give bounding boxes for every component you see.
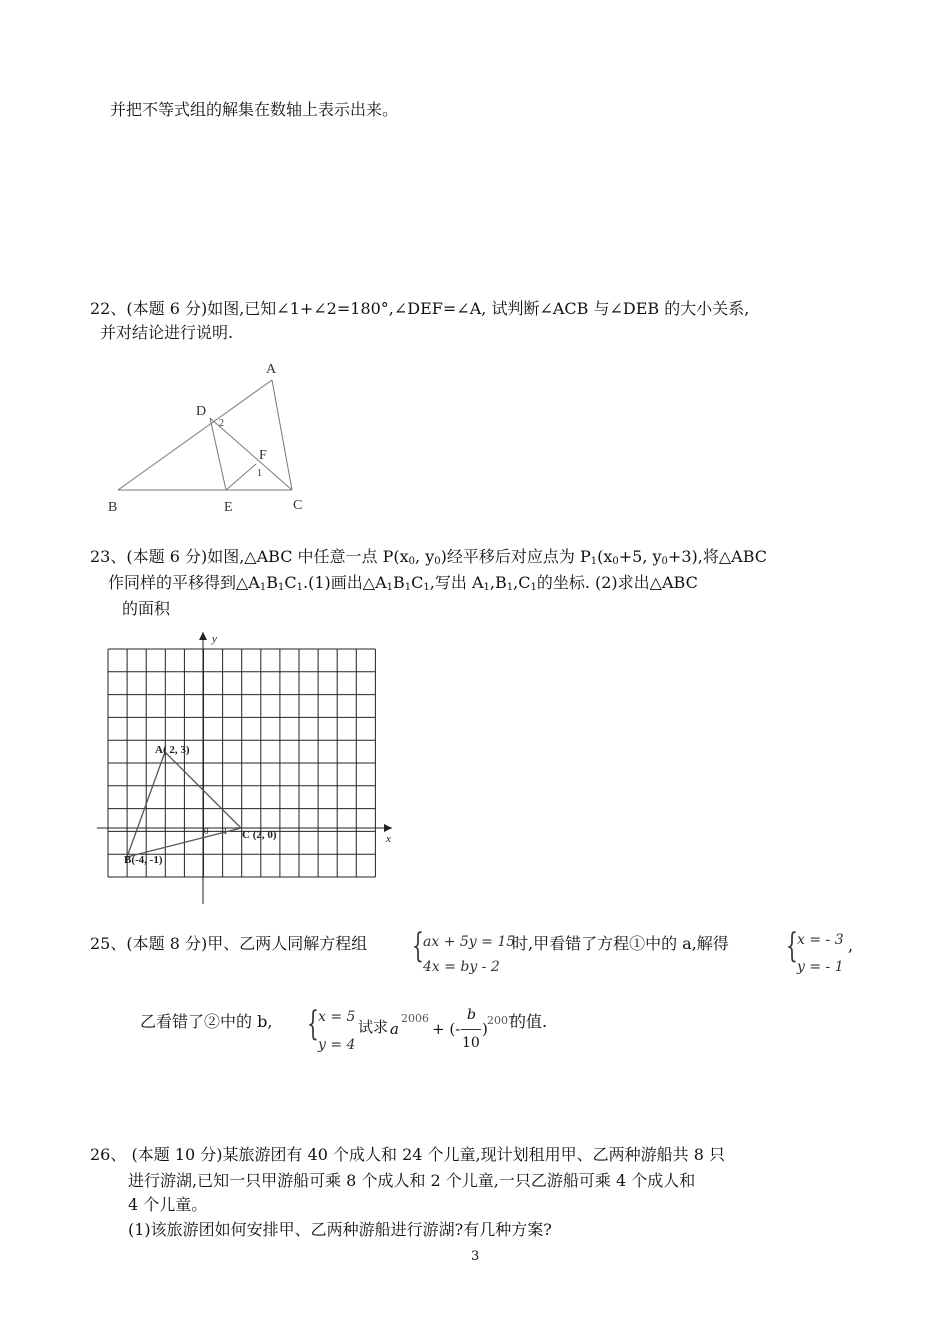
q23-line1: 23、(本题 6 分)如图,△ABC 中任意一点 $P(x_0$, $y_0$)经平移后对应点为 $P_1(x_0+5$, $y_0+3$),将△ABC (90, 547, 767, 567)
expr-exp-2007: 2007 (487, 1014, 515, 1027)
q25-intro: 25、(本题 8 分)甲、乙两人同解方程组 (90, 934, 368, 953)
label-c: C (293, 498, 303, 513)
q23-line3: 的面积 (122, 599, 171, 618)
q22-line1: 22、(本题 6 分)如图,已知∠1+∠2=180°,∠DEF=∠A, 试判断∠ACB 与∠DEB 的大小关系, (90, 299, 750, 318)
q25-line2: 乙看错了②中的 b, (140, 1012, 273, 1031)
angle-1-label: 1 (257, 468, 262, 479)
label-d: D (196, 404, 207, 419)
system1-eq1: ax + 5y = 15 (423, 934, 516, 950)
system3-brace: { (307, 1004, 319, 1044)
q25-mid: 时,甲看错了方程①中的 a,解得 (512, 934, 729, 953)
system2-brace: { (786, 926, 798, 966)
point-c-label: C (2, 0) (242, 829, 277, 841)
expr-close-paren: ) (482, 1020, 488, 1038)
q26-line3: 4 个儿童。 (128, 1195, 208, 1214)
angle-2-label: 2 (219, 418, 224, 429)
q23-line2: 作同样的平移得到$\triangle A_1B_1C_1.(1)$画出$\triangle A_1B_1C_1$,写出 $A_1,B_1,C_1$的坐标. (2)求出△ABC (108, 573, 698, 593)
fraction-bar (461, 1029, 481, 1030)
fraction-numerator: b (467, 1007, 476, 1023)
x-axis-label: x (386, 833, 391, 845)
unit-label: 1 (223, 826, 228, 836)
q22-line2: 并对结论进行说明. (100, 323, 234, 342)
point-b-label: B(-4, -1) (124, 854, 163, 866)
q26-line4: (1)该旅游团如何安排甲、乙两种游船进行游湖?有几种方案? (128, 1220, 552, 1239)
expr-base-a: a (390, 1020, 399, 1038)
q21-instruction: 并把不等式组的解集在数轴上表示出来。 (110, 100, 399, 119)
label-a: A (266, 362, 277, 377)
q26-line1: 26、 (本题 10 分)某旅游团有 40 个成人和 24 个儿童,现计划租用甲、乙两种游船共 8 只 (90, 1145, 725, 1164)
label-f: F (259, 448, 267, 463)
q25-try: 试求 (358, 1018, 389, 1036)
point-a-label: A( 2, 3) (155, 744, 190, 756)
system1-eq2: 4x = by - 2 (423, 959, 500, 975)
q25-tail: 的值. (510, 1012, 548, 1031)
q26-line2: 进行游湖,已知一只甲游船可乘 8 个成人和 2 个儿童,一只乙游船可乘 4 个成人和 (128, 1171, 696, 1190)
system2-eq1: x = - 3 (797, 932, 844, 948)
fraction-denominator: 10 (462, 1035, 480, 1051)
origin-label: 0 (204, 826, 209, 836)
label-e: E (224, 500, 233, 515)
page-number: 3 (471, 1249, 480, 1264)
expr-exp-2006: 2006 (401, 1012, 429, 1025)
system1-brace: { (412, 926, 424, 966)
label-b: B (108, 500, 118, 515)
system3-eq1: x = 5 (318, 1009, 356, 1025)
system2-eq2: y = - 1 (797, 959, 844, 975)
expr-plus-open: + (- (432, 1020, 461, 1038)
y-axis-label: y (212, 633, 217, 645)
q25-comma: , (848, 936, 854, 955)
system3-eq2: y = 4 (318, 1037, 356, 1053)
